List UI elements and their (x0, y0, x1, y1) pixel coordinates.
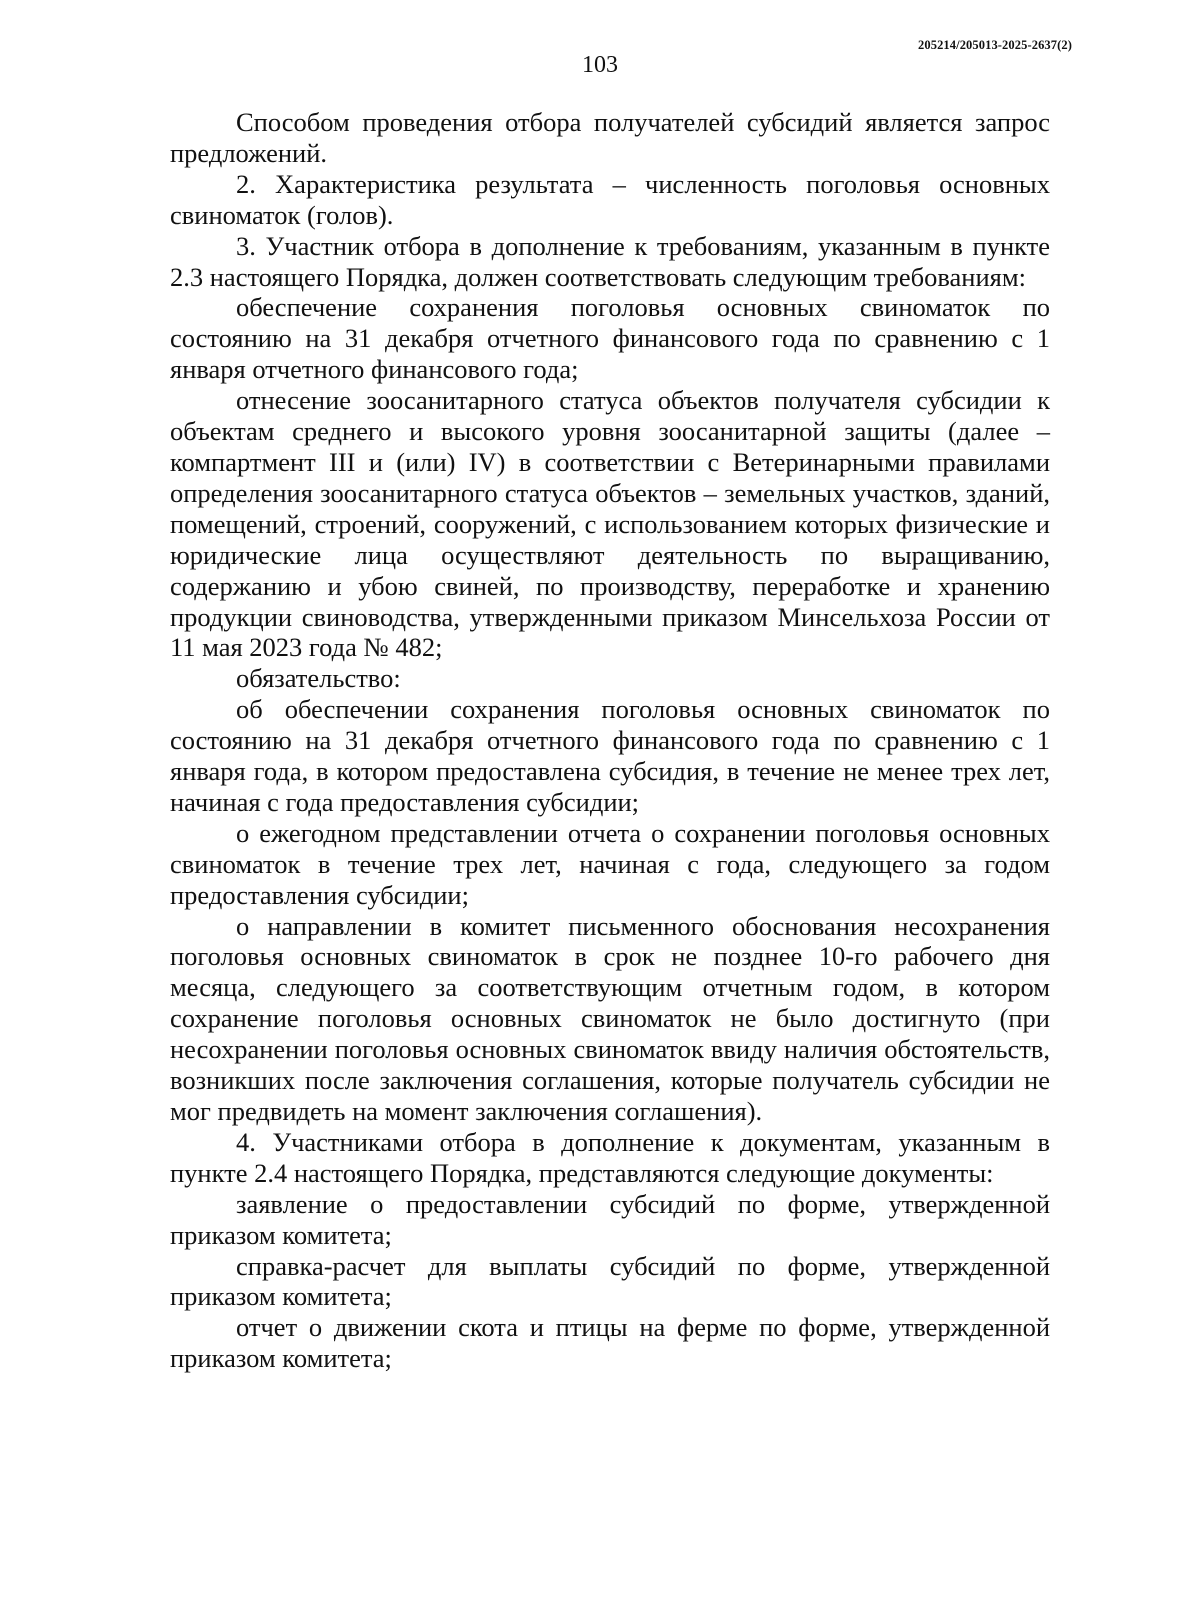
paragraph: обязательство: (236, 663, 401, 694)
paragraph: отчет о движении скота и птицы на ферме по форме, утвержденной приказом комитета; (170, 1312, 1050, 1374)
page-number: 103 (582, 52, 618, 78)
paragraph: 4. Участниками отбора в дополнение к документам, указанным в пункте 2.4 настоящего Порядка, представляются следующие документы: (170, 1126, 1050, 1188)
paragraph: о ежегодном представлении отчета о сохранении поголовья основных свиноматок в течение трех лет, начиная с года, следующего за годом предоставления субсидии; (170, 817, 1050, 910)
document-body (170, 107, 1050, 1374)
document-reference-number: 205214/205013-2025-2637(2) (918, 38, 1072, 52)
paragraph: заявление о предоставлении субсидий по форме, утвержденной приказом комитета; (170, 1188, 1050, 1250)
paragraph: отнесение зоосанитарного статуса объектов получателя субсидии к объектам среднего и высокого уровня зоосанитарной защиты (далее – компартмент III и (или) IV) в соответствии с Ветеринарными правилами определения зоосанитарного статуса объектов – земельных участков, зданий, помещений, строений, сооружений, с использованием которых физические и юридические лица осуществляют деятельность по выращиванию, содержанию и убою свиней, по производству, переработке и хранению продукции свиноводства, утвержденными приказом Минсельхоза России от 11 мая 2023 года № 482; (170, 385, 1050, 663)
paragraph: обеспечение сохранения поголовья основных свиноматок по состоянию на 31 декабря отчетного финансового года по сравнению с 1 января отчетного финансового года; (170, 292, 1050, 385)
paragraph: Способом проведения отбора получателей субсидий является запрос предложений. (170, 107, 1050, 168)
paragraph: справка-расчет для выплаты субсидий по форме, утвержденной приказом комитета; (170, 1250, 1050, 1312)
paragraph: об обеспечении сохранения поголовья основных свиноматок по состоянию на 31 декабря отчетного финансового года по сравнению с 1 января года, в котором предоставлена субсидия, в течение не менее трех лет, начиная с года предоставления субсидии; (170, 694, 1050, 817)
paragraph: о направлении в комитет письменного обоснования несохранения поголовья основных свиноматок в срок не позднее 10-го рабочего дня месяца, следующего за соответствующим отчетным годом, в котором сохранение поголовья основных свиноматок не было достигнуто (при несохранении поголовья основных свиноматок ввиду наличия обстоятельств, возникших после заключения соглашения, которые получатель субсидии не мог предвидеть на момент заключения соглашения). (170, 910, 1050, 1126)
paragraph: 2. Характеристика результата – численность поголовья основных свиноматок (голов). (170, 168, 1050, 230)
paragraph: 3. Участник отбора в дополнение к требованиям, указанным в пункте 2.3 настоящего Порядка, должен соответствовать следующим требованиям: (170, 230, 1050, 292)
